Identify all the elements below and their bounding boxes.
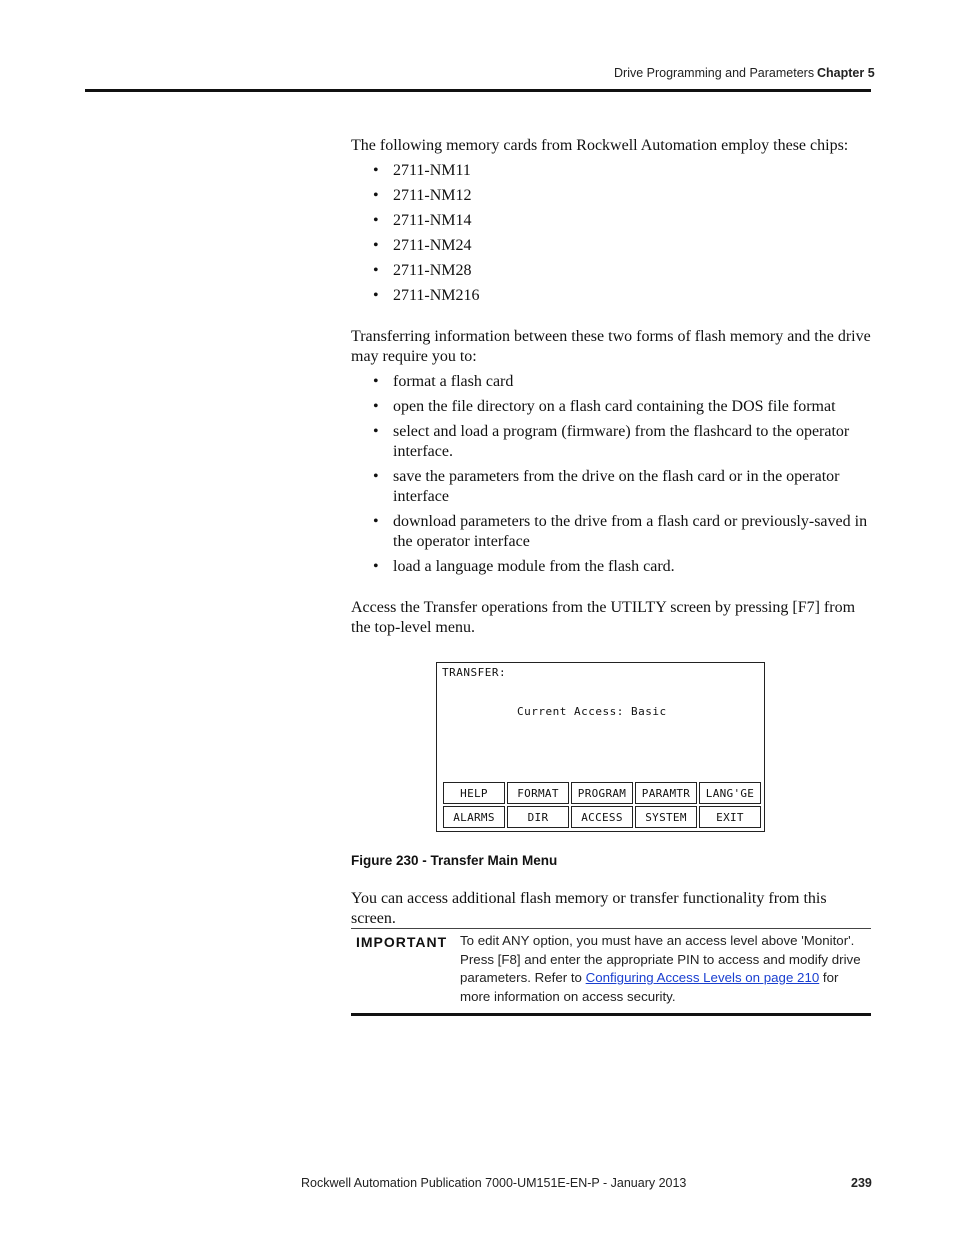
important-note xyxy=(351,928,871,1016)
bullet-icon: • xyxy=(373,287,379,304)
bullet-icon: • xyxy=(373,468,379,485)
list-item: • 2711-NM216 xyxy=(373,287,480,304)
header-chapter: Chapter 5 xyxy=(817,66,875,80)
intro-block xyxy=(351,136,873,311)
list-item: • 2711-NM24 xyxy=(373,237,472,254)
screen-access-line: Current Access: Basic xyxy=(517,705,667,718)
after-figure-block xyxy=(351,889,873,929)
bullet-icon: • xyxy=(373,212,379,229)
important-text: To edit ANY option, you must have an access level above 'Monitor'. Press [F8] and enter the appropriate PIN to access and modify drive parameters. Refer to Configuring Access Levels on page 210 for more information on access security. xyxy=(460,933,861,1004)
bullet-icon: • xyxy=(373,262,379,279)
bullet-icon: • xyxy=(373,558,379,575)
task-list xyxy=(351,372,873,577)
list-item: • save the parameters from the drive on the flash card or in the operator interface xyxy=(373,468,840,505)
bullet-icon: • xyxy=(373,237,379,254)
help-key: HELP xyxy=(443,782,505,804)
after-figure-paragraph: You can access additional flash memory or transfer functionality from this screen. xyxy=(351,890,827,927)
footer-publication: Rockwell Automation Publication 7000-UM151E-EN-P - January 2013 xyxy=(301,1176,687,1190)
important-label: IMPORTANT xyxy=(356,934,448,950)
important-top-rule xyxy=(351,928,871,929)
important-bottom-rule xyxy=(351,1013,871,1016)
bullet-icon: • xyxy=(373,398,379,415)
function-key-grid xyxy=(443,782,761,828)
figure-caption: Figure 230 - Transfer Main Menu xyxy=(351,853,558,868)
transfer-screen-figure xyxy=(436,662,765,832)
bullet-icon: • xyxy=(373,373,379,390)
list-item: • 2711-NM12 xyxy=(373,187,472,204)
header-section-title: Drive Programming and Parameters xyxy=(614,66,815,80)
list-item: • select and load a program (firmware) from the flashcard to the operator interface. xyxy=(373,423,850,460)
list-item: • format a flash card xyxy=(373,373,514,390)
bullet-icon: • xyxy=(373,187,379,204)
access-paragraph: Access the Transfer operations from the UTILTY screen by pressing [F7] from the top-level menu. xyxy=(351,599,856,636)
list-item: • load a language module from the flash card. xyxy=(373,558,675,575)
access-levels-link[interactable]: Configuring Access Levels on page 210 xyxy=(585,970,820,985)
transfer-block xyxy=(351,327,873,582)
intro-paragraph: The following memory cards from Rockwell Automation employ these chips: xyxy=(351,137,849,154)
memory-card-list xyxy=(351,161,873,306)
dir-key: DIR xyxy=(507,806,569,828)
bullet-icon: • xyxy=(373,423,379,440)
access-key: ACCESS xyxy=(571,806,633,828)
list-item: • 2711-NM28 xyxy=(373,262,472,279)
language-key: LANG'GE xyxy=(699,782,761,804)
list-item: • 2711-NM11 xyxy=(373,162,471,179)
bullet-icon: • xyxy=(373,513,379,530)
screen-title: TRANSFER: xyxy=(442,666,507,679)
access-block xyxy=(351,598,873,638)
header-rule xyxy=(85,89,871,92)
system-key: SYSTEM xyxy=(635,806,697,828)
format-key: FORMAT xyxy=(507,782,569,804)
exit-key: EXIT xyxy=(699,806,761,828)
list-item: • download parameters to the drive from a flash card or previously-saved in the operator interface xyxy=(373,513,868,550)
paramtr-key: PARAMTR xyxy=(635,782,697,804)
bullet-icon: • xyxy=(373,162,379,179)
program-key: PROGRAM xyxy=(571,782,633,804)
page-number: 239 xyxy=(851,1176,872,1190)
transfer-intro-paragraph: Transferring information between these two forms of flash memory and the drive may require you to: xyxy=(351,328,871,365)
list-item: • open the file directory on a flash card containing the DOS file format xyxy=(373,398,836,415)
list-item: • 2711-NM14 xyxy=(373,212,472,229)
alarms-key: ALARMS xyxy=(443,806,505,828)
